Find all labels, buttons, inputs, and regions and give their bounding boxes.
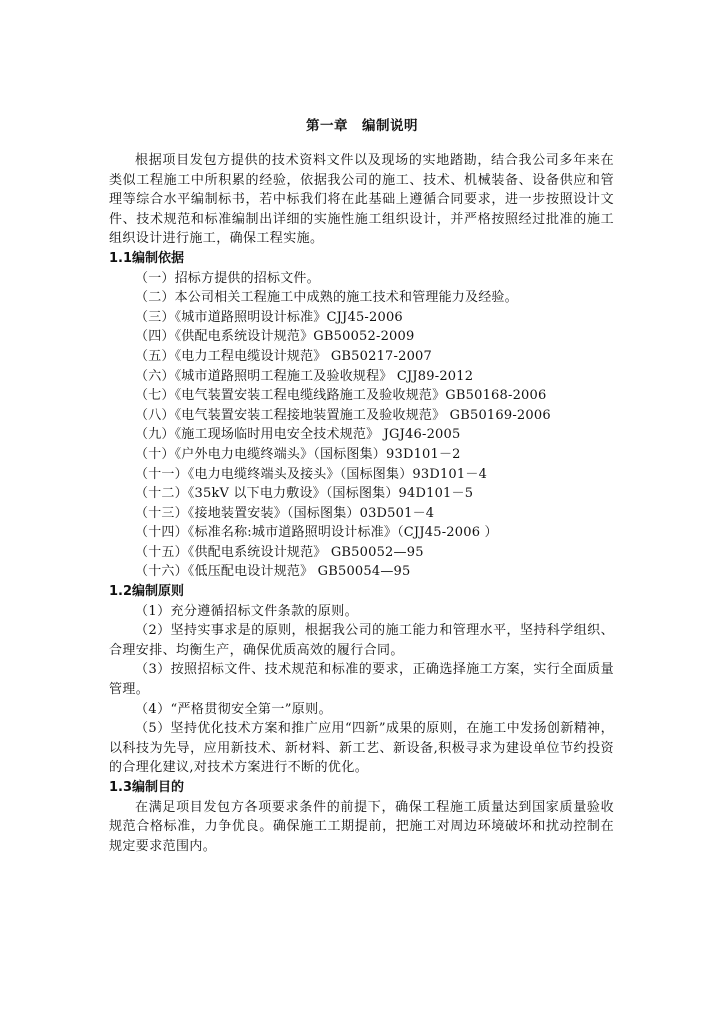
basis-item: （十四）《标准名称:城市道路照明设计标准》（CJJ45-2006 ） bbox=[135, 525, 498, 541]
principle-item: （5）坚持优化技术方案和推广应用“四新”成果的原则，在施工中发扬创新精神，以科技为先导，应用新技术、新材料、新工艺、新设备,积极寻求为建设单位节约投资的合理化建议,对技术方案进行不断的优化。 bbox=[109, 721, 614, 776]
basis-item: （二）本公司相关工程施工中成熟的施工技术和管理能力及经验。 bbox=[135, 290, 518, 306]
basis-item: （四）《供配电系统设计规范》GB50052-2009 bbox=[135, 329, 415, 345]
basis-item: （五）《电力工程电缆设计规范》 GB50217-2007 bbox=[135, 348, 433, 364]
principle-item: （2）坚持实事求是的原则，根据我公司的施工能力和管理水平，坚持科学组织、合理安排、均衡生产，确保优质高效的履行合同。 bbox=[109, 623, 614, 658]
basis-item: （一）招标方提供的招标文件。 bbox=[135, 270, 320, 286]
intro-paragraph: 根据项目发包方提供的技术资料文件以及现场的实地踏勘，结合我公司多年来在类似工程施工中所积累的经验，依据我公司的施工、技术、机械装备、设备供应和管理等综合水平编制标书，若中标我们将在此基础上遵循合同要求，进一步按照设计文件、技术规范和标准编制出详细的实施性施工组织设计，并严格按照经过批准的施工组织设计进行施工，确保工程实施。 bbox=[109, 153, 614, 247]
principle-item: （4）“严格贯彻安全第一”原则。 bbox=[135, 701, 332, 717]
principle-item: （1）充分遵循招标文件条款的原则。 bbox=[135, 603, 359, 619]
principle-item: （3）按照招标文件、技术规范和标准的要求，正确选择施工方案，实行全面质量管理。 bbox=[109, 662, 614, 698]
basis-item: （十二）《35kV 以下电力敷设》（国标图集）94D101－5 bbox=[135, 486, 474, 502]
chapter-title: 第一章 编制说明 bbox=[306, 118, 418, 134]
basis-item: （十六）《低压配电设计规范》 GB50054—95 bbox=[135, 564, 411, 580]
section-heading-principles: 1.2编制原则 bbox=[109, 584, 185, 600]
section-heading-purpose: 1.3编制目的 bbox=[109, 780, 185, 795]
document-body bbox=[109, 151, 614, 856]
basis-item: （七）《电气装置安装工程电缆线路施工及验收规范》GB50168-2006 bbox=[135, 388, 547, 404]
basis-item: （六）《城市道路照明工程施工及验收规程》 CJJ89-2012 bbox=[135, 368, 474, 384]
basis-item: （十一）《电力电缆终端头及接头》（国标图集）93D101－4 bbox=[135, 466, 488, 482]
basis-item: （八）《电气装置安装工程接地装置施工及验收规范》 GB50169-2006 bbox=[135, 407, 551, 423]
basis-item: （十三）《接地装置安装》（国标图集）03D501－4 bbox=[135, 505, 435, 521]
basis-item: （十五）《供配电系统设计规范》 GB50052—95 bbox=[135, 544, 424, 560]
basis-item: （九）《施工现场临时用电安全技术规范》 JGJ46-2005 bbox=[135, 427, 461, 443]
section-heading-basis: 1.1编制依据 bbox=[109, 250, 185, 266]
purpose-paragraph: 在满足项目发包方各项要求条件的前提下，确保工程施工质量达到国家质量验收规范合格标准，力争优良。确保施工工期提前，把施工对周边环境破坏和扰动控制在规定要求范围内。 bbox=[109, 799, 614, 854]
basis-item: （十）《户外电力电缆终端头》（国标图集）93D101－2 bbox=[135, 446, 461, 462]
basis-item: （三）《城市道路照明设计标准》CJJ45-2006 bbox=[135, 309, 403, 325]
